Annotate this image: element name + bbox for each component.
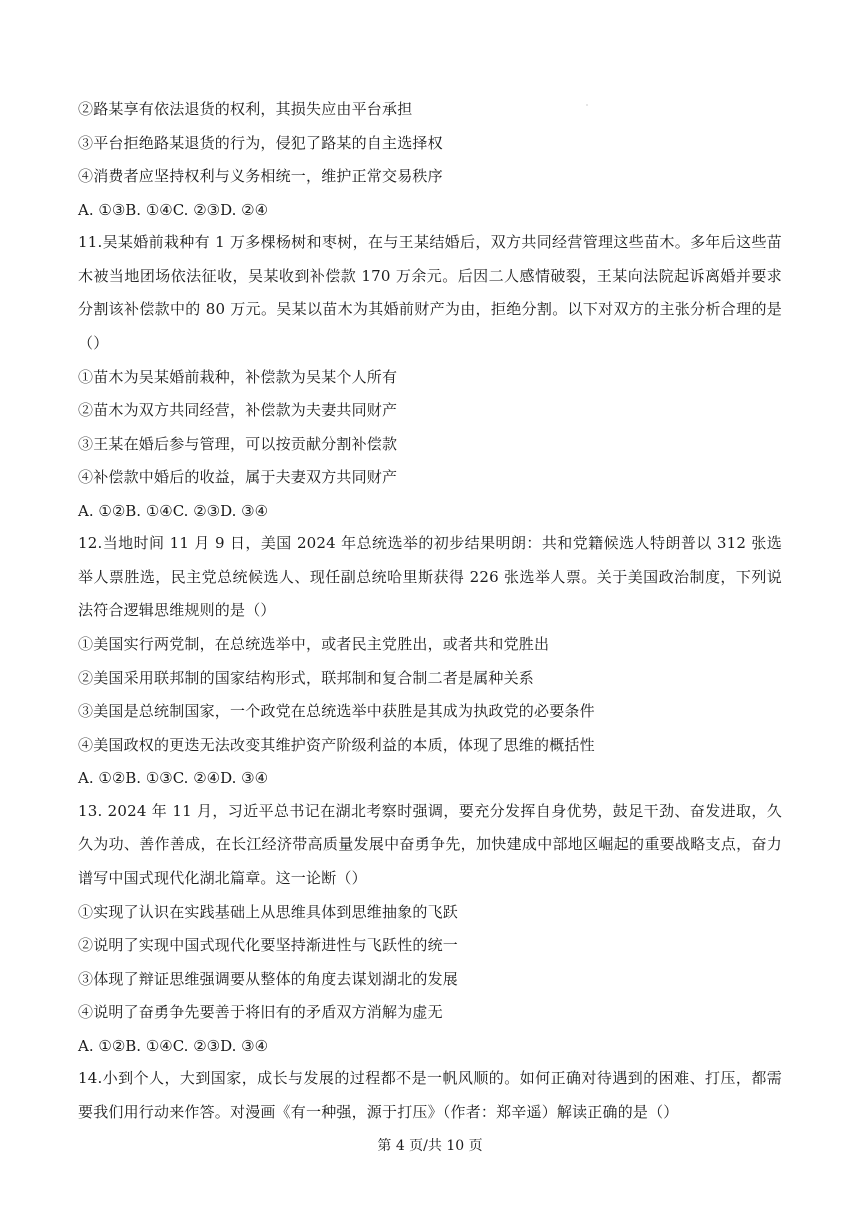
- q13-option-2: ②说明了实现中国式现代化要坚持渐进性与飞跃性的统一: [78, 936, 459, 954]
- q13-stem: 13. 2024 年 11 月，习近平总书记在湖北考察时强调，要充分发挥自身优势，鼓足干劲、奋发进取，久久为功、善作善成，在长江经济带高质量发展中奋勇争先，加快建成中部地区崛起的重要战略支点，奋力谱写中国式现代化湖北篇章。这一论断（）: [78, 801, 782, 887]
- q12-option-4: ④美国政权的更迭无法改变其维护资产阶级利益的本质，体现了思维的概括性: [78, 735, 595, 754]
- q11-option-2: ②苗木为双方共同经营，补偿款为夫妻共同财产: [78, 401, 398, 419]
- q10-option-4: ④消费者应坚持权利与义务相统一，维护正常交易秩序: [78, 167, 443, 185]
- page-footer: 第 4 页/共 10 页: [377, 1138, 483, 1154]
- q12-stem: 12.当地时间 11 月 9 日，美国 2024 年总统选举的初步结果明朗：共和党籍候选人特朗普以 312 张选举人票胜选，民主党总统候选人、现任副总统哈里斯获得 226 张选举人票。关于美国政治制度，下列说法符合逻辑思维规则的是（）: [78, 534, 782, 619]
- q10-answer-choices: A. ①③B. ①④C. ②③D. ②④: [78, 200, 269, 219]
- q11-option-4: ④补偿款中婚后的收益，属于夫妻双方共同财产: [78, 468, 398, 486]
- q14-stem: 14.小到个人，大到国家，成长与发展的过程都不是一帆风顺的。如何正确对待遇到的困难、打压，都需要我们用行动来作答。对漫画《有一种强，源于打压》（作者：郑辛遥）解读正确的是（）: [78, 1069, 782, 1121]
- q11-option-1: ①苗木为吴某婚前栽种，补偿款为吴某个人所有: [78, 367, 398, 386]
- q12-option-1: ①美国实行两党制，在总统选举中，或者民主党胜出，或者共和党胜出: [78, 635, 550, 653]
- q12-option-3: ③美国是总统制国家，一个政党在总统选举中获胜是其成为执政党的必要条件: [78, 702, 595, 720]
- q13-answer-choices: A. ①②B. ①④C. ②③D. ③④: [78, 1036, 269, 1055]
- q11-option-3: ③王某在婚后参与管理，可以按贡献分割补偿款: [78, 434, 398, 453]
- q10-option-3: ③平台拒绝路某退货的行为，侵犯了路某的自主选择权: [78, 133, 443, 152]
- q10-option-2: ②路某享有依法退货的权利，其损失应由平台承担: [78, 100, 413, 118]
- q11-stem: 11.吴某婚前栽种有 1 万多棵杨树和枣树，在与王某结婚后，双方共同经营管理这些苗木。多年后这些苗木被当地团场依法征收，吴某收到补偿款 170 万余元。后因二人感情破裂，王某向法院起诉离婚并要求分割该补偿款中的 80 万元。吴某以苗木为其婚前财产为由，拒绝分割。以下对双方的主张分析合理的是（）: [78, 233, 782, 352]
- q13-option-3: ③体现了辩证思维强调要从整体的角度去谋划湖北的发展: [78, 969, 459, 988]
- q13-option-1: ①实现了认识在实践基础上从思维具体到思维抽象的飞跃: [78, 902, 459, 921]
- q11-answer-choices: A. ①②B. ①④C. ②③D. ③④: [78, 501, 269, 520]
- q12-answer-choices: A. ①②B. ①③C. ②④D. ③④: [78, 769, 269, 787]
- q12-option-2: ②美国采用联邦制的国家结构形式，联邦制和复合制二者是属种关系: [78, 668, 535, 687]
- page-content: [78, 98, 782, 1135]
- q13-option-4: ④说明了奋勇争先要善于将旧有的矛盾双方消解为虚无: [78, 1003, 443, 1021]
